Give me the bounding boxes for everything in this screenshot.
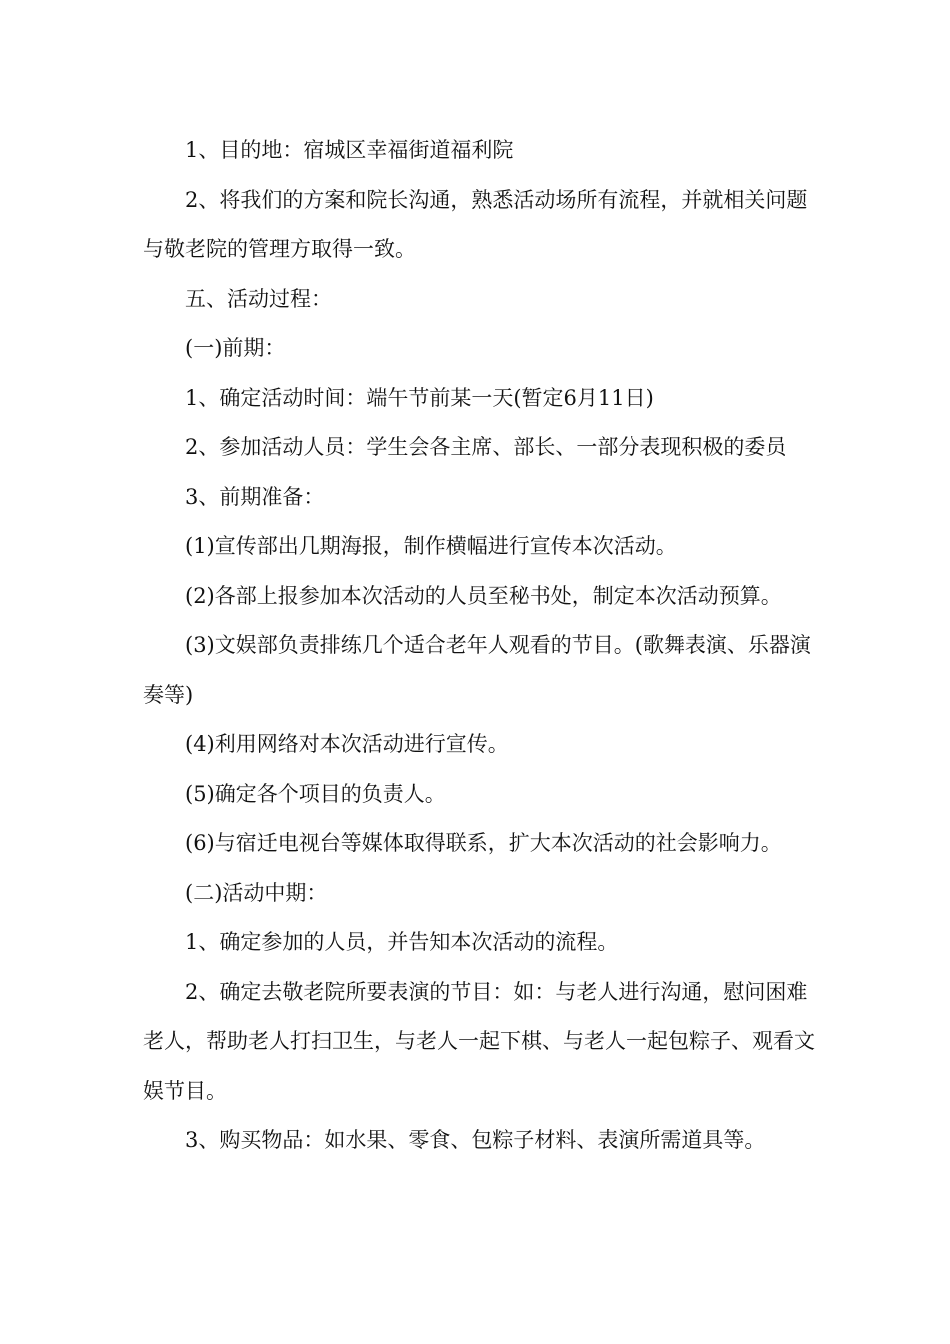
list-item-prep-5: (5)确定各个项目的负责人。 (185, 781, 446, 806)
list-item-prep-3: (3)文娱部负责排练几个适合老年人观看的节目。(歌舞表演、乐器演奏等) (143, 633, 811, 707)
list-item-prep-4: (4)利用网络对本次活动进行宣传。 (185, 732, 509, 756)
paragraph-participants: 2、参加活动人员：学生会各主席、部长、一部分表现积极的委员 (185, 435, 787, 459)
paragraph-activity-time: 1、确定活动时间：端午节前某一天(暂定6月11日) (185, 385, 654, 410)
paragraph-performance-program: 2、确定去敬老院所要表演的节目：如：与老人进行沟通，慰问困难老人，帮助老人打扫卫生，与老人一起下棋、与老人一起包粽子、观看文娱节目。 (143, 979, 815, 1103)
heading-activity-process: 五、活动过程： (185, 286, 332, 311)
heading-mid-stage: (二)活动中期： (185, 880, 328, 905)
paragraph-destination: 1、目的地：宿城区幸福街道福利院 (185, 138, 514, 162)
heading-early-stage: (一)前期： (185, 336, 286, 360)
list-item-prep-2: (2)各部上报参加本次活动的人员至秘书处，制定本次活动预算。 (185, 583, 782, 608)
list-item-prep-6: (6)与宿迁电视台等媒体取得联系，扩大本次活动的社会影响力。 (185, 831, 782, 855)
paragraph-purchase-items: 3、购买物品：如水果、零食、包粽子材料、表演所需道具等。 (185, 1128, 766, 1152)
list-item-prep-1: (1)宣传部出几期海报，制作横幅进行宣传本次活动。 (185, 534, 677, 558)
document-body (143, 126, 823, 1166)
paragraph-confirm-participants: 1、确定参加的人员，并告知本次活动的流程。 (185, 930, 619, 954)
heading-preparation: 3、前期准备： (185, 484, 325, 509)
paragraph-communicate-director: 2、将我们的方案和院长沟通，熟悉活动场所有流程，并就相关问题与敬老院的管理方取得一致。 (143, 187, 808, 261)
